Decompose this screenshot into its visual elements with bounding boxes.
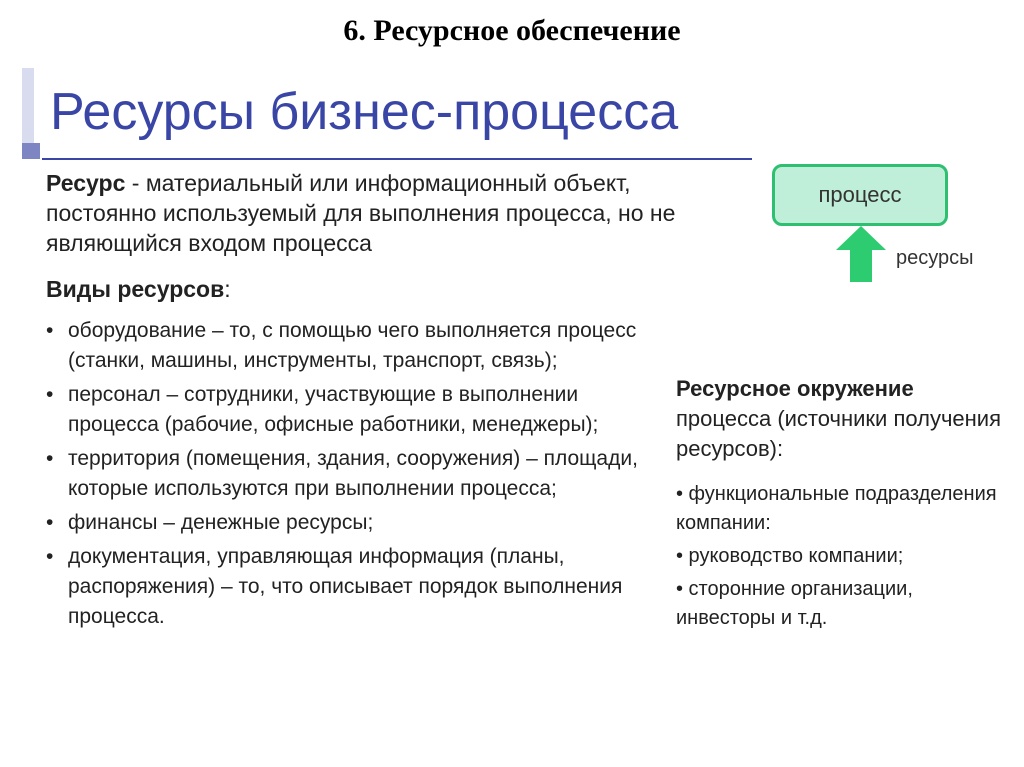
list-item-text: оборудование – то, с помощью чего выполняется процесс (станки, машины, инструменты, транспорт, связь);: [68, 319, 637, 372]
list-item-text: персонал – сотрудники, участвующие в выполнении процесса (рабочие, офисные работники, менеджеры);: [68, 383, 599, 436]
process-box: [772, 164, 948, 226]
resource-environment-list: [676, 480, 1016, 637]
resource-types-title-text: Виды ресурсов: [46, 276, 225, 302]
definition-text: - материальный или информационный объект, постоянно используемый для выполнения процесса, но не являющийся входом процесса: [46, 170, 676, 256]
heading-underline: [42, 158, 752, 160]
bullet-icon: •: [46, 319, 54, 342]
list-item: • функциональные подразделения компании:: [676, 483, 997, 534]
up-arrow-icon: [836, 226, 886, 282]
resource-definition: [46, 168, 736, 258]
list-item: [46, 508, 646, 538]
decorative-accent-square: [22, 143, 40, 159]
list-item: [46, 380, 646, 440]
bullet-icon: •: [46, 383, 54, 406]
list-item: • сторонние организации, инвесторы и т.д.: [676, 578, 913, 629]
list-item: [46, 316, 646, 376]
list-item: [46, 542, 646, 632]
list-item: • руководство компании;: [676, 545, 904, 567]
resource-environment-title: [676, 374, 1016, 464]
resource-types-title: [46, 276, 231, 303]
list-item-text: территория (помещения, здания, сооружения) – площади, которые используются при выполнении процесса;: [68, 447, 638, 500]
list-item: [46, 444, 646, 504]
resource-types-title-colon: :: [224, 276, 231, 302]
environment-title-rest: процесса (источники получения ресурсов):: [676, 406, 1001, 461]
bullet-icon: •: [46, 545, 54, 568]
list-item-text: документация, управляющая информация (планы, распоряжения) – то, что описывает порядок выполнения процесса.: [68, 545, 623, 628]
decorative-accent-bar: [22, 68, 34, 143]
bullet-icon: •: [46, 511, 54, 534]
resource-types-list: [46, 316, 646, 636]
list-item-text: финансы – денежные ресурсы;: [68, 511, 374, 534]
process-label: процесс: [818, 182, 902, 207]
definition-term: Ресурс: [46, 170, 126, 196]
resources-label: ресурсы: [896, 247, 974, 269]
environment-title-bold: Ресурсное окружение: [676, 376, 914, 401]
bullet-icon: •: [46, 447, 54, 470]
slide-title: 6. Ресурсное обеспечение: [343, 14, 681, 47]
page-heading: Ресурсы бизнес-процесса: [50, 83, 679, 141]
